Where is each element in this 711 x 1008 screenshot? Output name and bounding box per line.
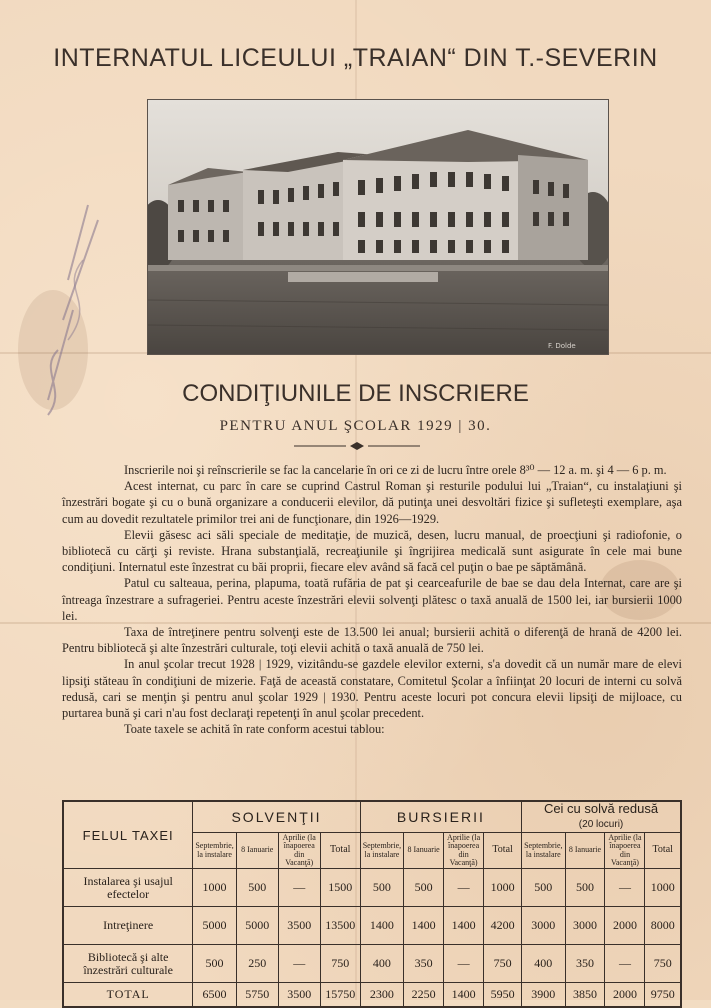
- amount-cell: 2300: [360, 983, 403, 1007]
- paragraph: Inscrierile noi şi reînscrierile se fac la cancelarie în ori ce zi de lucru între orele 8³⁰ — 12 a. m. şi 4 — 6 p. m.: [124, 463, 667, 477]
- subheader-sept: Septembrie, la instalare: [360, 833, 403, 869]
- amount-cell: 500: [522, 869, 565, 907]
- table-row: [63, 983, 681, 1007]
- paragraph: Taxa de întreţinere pentru solvenţi este de 13.500 lei anual; bursierii achită o diferenţă de hrană de 4200 lei. Pentru bibliotecă şi alte înzestrări culturale, toţi elevii achită o taxă anuală de 750 lei.: [62, 625, 682, 656]
- paragraph: Toate taxele se achită în rate conform acestui tablou:: [124, 722, 385, 737]
- total-cell: 5950: [484, 983, 522, 1007]
- amount-cell: 1400: [444, 907, 484, 945]
- amount-cell: —: [278, 945, 320, 983]
- group-header: [522, 801, 681, 833]
- amount-cell: 5750: [236, 983, 278, 1007]
- amount-cell: 3000: [522, 907, 565, 945]
- amount-cell: 400: [360, 945, 403, 983]
- group-header-label: SOLVENŢII: [231, 809, 322, 825]
- group-header-label: Cei cu solvă redusă: [543, 801, 659, 816]
- document-title: INTERNATUL LICEULUI „TRAIAN“ DIN T.-SEVERIN: [53, 44, 658, 72]
- subheader-sept: Septembrie, la instalare: [193, 833, 236, 869]
- amount-cell: —: [444, 945, 484, 983]
- amount-cell: 2000: [605, 907, 645, 945]
- amount-cell: 500: [565, 869, 605, 907]
- amount-cell: —: [444, 869, 484, 907]
- amount-cell: 2000: [605, 983, 645, 1007]
- subheader-apr: Aprilie (la înapoerea din Vacanţă): [444, 833, 484, 869]
- amount-cell: 500: [404, 869, 444, 907]
- total-cell: 13500: [320, 907, 360, 945]
- subheader-apr: Aprilie (la înapoerea din Vacanţă): [278, 833, 320, 869]
- subheader-ian: 8 Ianuarie: [404, 833, 444, 869]
- group-header: [360, 801, 521, 833]
- section-heading: CONDIŢIUNILE DE INSCRIERE: [182, 380, 529, 407]
- amount-cell: 1400: [360, 907, 403, 945]
- table-group-header-row: [63, 801, 681, 833]
- group-header-note: (20 locuri): [578, 819, 624, 830]
- subheader-total: Total: [645, 833, 681, 869]
- total-cell: 9750: [645, 983, 681, 1007]
- amount-cell: 3500: [278, 983, 320, 1007]
- fees-table: [62, 800, 682, 1008]
- conditions-text: [62, 462, 682, 737]
- subheader-sept: Septembrie, la instalare: [522, 833, 565, 869]
- ornament-divider: [294, 441, 420, 451]
- amount-cell: 3000: [565, 907, 605, 945]
- amount-cell: —: [278, 869, 320, 907]
- row-label: Intreţinere: [63, 907, 193, 945]
- amount-cell: 500: [193, 945, 236, 983]
- row-label: TOTAL: [63, 983, 193, 1007]
- total-cell: 15750: [320, 983, 360, 1007]
- subheader-total: Total: [320, 833, 360, 869]
- amount-cell: 350: [565, 945, 605, 983]
- amount-cell: 5000: [236, 907, 278, 945]
- amount-cell: 3500: [278, 907, 320, 945]
- subheader-ian: 8 Ianuarie: [565, 833, 605, 869]
- photo-credit: F. Dolde: [548, 342, 576, 350]
- amount-cell: 3850: [565, 983, 605, 1007]
- amount-cell: —: [605, 945, 645, 983]
- paragraph: Acest internat, cu parc în care se cuprind Castrul Roman şi resturile podului lui „Traian“, cu instalaţiuni şi înzestrări bogate şi cu o bună organizare a conducerii elevilor, dă putinţa unei desvoltări fizice şi sufleteşti exemplare, aşa cum au dovedit rezultatele primilor trei ani de funcţionare, din 1926—1929.: [62, 479, 682, 526]
- subheader-total: Total: [484, 833, 522, 869]
- total-cell: 1500: [320, 869, 360, 907]
- section-subheading: PENTRU ANUL ŞCOLAR 1929 | 30.: [219, 418, 492, 434]
- amount-cell: 1400: [404, 907, 444, 945]
- amount-cell: 1000: [193, 869, 236, 907]
- corner-label-text: FELUL TAXEI: [82, 827, 174, 843]
- total-cell: 750: [645, 945, 681, 983]
- total-cell: 750: [320, 945, 360, 983]
- subheader-apr: Aprilie (la înapoerea din Vacanţă): [605, 833, 645, 869]
- subheader-ian: 8 Ianuarie: [236, 833, 278, 869]
- amount-cell: 500: [236, 869, 278, 907]
- total-cell: 1000: [484, 869, 522, 907]
- paragraph: In anul şcolar trecut 1928 | 1929, vizitându-se gazdele elevilor externi, s'a dovedit că un număr mare de elevi lipsiţi stăteau în condiţiuni de mizerie. Faţă de această constatare, Comitetul Şcolar a înfiinţat 20 locuri de interni cu solvă redusă, cari se menţin şi pentru anul şcolar 1929 | 1930. Pentru aceste locuri pot concura elevii lipsiţi de mijloace, cu purtarea bună şi cari n'au fost declaraţi repetenţi în anul şcolar precedent.: [62, 657, 682, 721]
- total-cell: 750: [484, 945, 522, 983]
- amount-cell: 350: [404, 945, 444, 983]
- amount-cell: 400: [522, 945, 565, 983]
- corner-label: [63, 801, 193, 869]
- paragraph: Elevii găsesc aci săli speciale de meditaţie, de muzică, desen, lucru manual, de proecţiuni şi radiofonie, o bibliotecă cu cărţi şi reviste. Hrana substanţială, recreaţiunile şi îngrijirea medicală sunt asigurate în cele mai bune condiţiuni. Internatul este înzestrat cu băi proprii, fiecare elev având să facă cel puţin o bae pe săptămână.: [62, 527, 682, 575]
- amount-cell: 6500: [193, 983, 236, 1007]
- amount-cell: 5000: [193, 907, 236, 945]
- group-header: [193, 801, 360, 833]
- table-row: [63, 869, 681, 907]
- amount-cell: 2250: [404, 983, 444, 1007]
- amount-cell: 3900: [522, 983, 565, 1007]
- paragraph: Patul cu salteaua, perina, plapuma, toată rufăria de pat şi cearceafurile de bae se dau dela Internat, care are şi întreaga înzestrare a sufrageriei. Pentru aceste înzestrări elevii solvenţi plătesc o taxă anuală de 1500 lei, iar bursierii 1000 lei.: [62, 576, 682, 623]
- total-cell: 8000: [645, 907, 681, 945]
- amount-cell: 250: [236, 945, 278, 983]
- school-building-photo: [147, 99, 609, 355]
- table-row: [63, 907, 681, 945]
- group-header-label: BURSIERII: [396, 809, 485, 825]
- row-label: Bibliotecă şi alte înzestrări culturale: [63, 945, 193, 983]
- table-row: [63, 945, 681, 983]
- row-label: Instalarea şi usajul efectelor: [63, 869, 193, 907]
- total-cell: 4200: [484, 907, 522, 945]
- amount-cell: —: [605, 869, 645, 907]
- amount-cell: 500: [360, 869, 403, 907]
- total-cell: 1000: [645, 869, 681, 907]
- amount-cell: 1400: [444, 983, 484, 1007]
